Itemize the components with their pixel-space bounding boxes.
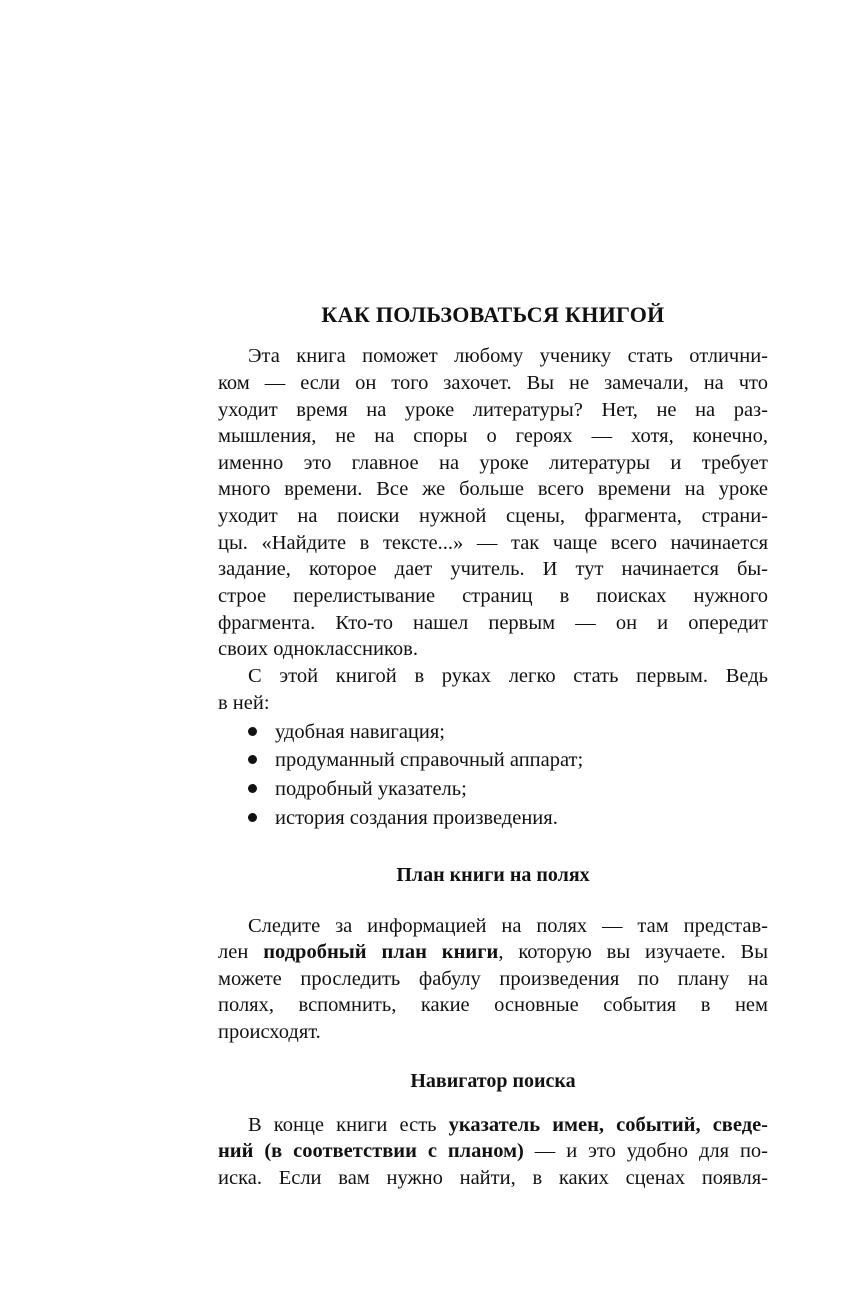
text-line: именно это главное на уроке литературы и требует [218,452,768,474]
text-line [248,1112,768,1139]
list-item-text: подробный указатель; [275,778,467,800]
section-heading-navigator: Навигатор поиска [410,1070,576,1092]
text-fragment: лен [218,941,264,963]
bold-term: ний (в соответствии с планом) [218,1140,524,1162]
list-item-text: история создания произведения. [275,807,558,829]
list-item-text: удобная навигация; [275,721,445,743]
text-line: в ней: [218,692,270,714]
text-line: Эта книга поможет любому ученику стать отлични- [248,345,768,367]
text-line: иска. Если вам нужно найти, в каких сценах появля- [218,1167,768,1189]
book-page [218,0,768,1312]
bullet-icon [248,755,257,764]
list-item [248,747,583,774]
text-line: уходит на поиски нужной сцены, фрагмента, страни- [218,505,768,527]
list-item [248,805,558,832]
bullet-icon [248,727,257,736]
text-line: можете проследить фабулу произведения по плану на [218,968,768,990]
text-line: полях, вспомнить, какие основные события в нем [218,994,768,1016]
text-line: С этой книгой в руках легко стать первым. Ведь [248,665,768,687]
text-line [218,939,768,966]
text-line: задание, которое дает учитель. И тут начинается бы- [218,558,768,580]
bullet-icon [248,813,257,822]
text-line: фрагмента. Кто-то нашел первым — он и опередит [218,612,768,634]
list-item-text: продуманный справочный аппарат; [275,749,584,771]
text-line: уходит время на уроке литературы? Нет, не на раз- [218,399,768,421]
text-line: много времени. Все же больше всего времени на уроке [218,478,768,500]
bold-term: указатель имен, событий, сведе- [448,1114,769,1136]
text-fragment: — и это удобно для по- [523,1140,768,1162]
bold-term: подробный план книги [263,941,499,963]
bullet-icon [248,784,257,793]
text-line: происходят. [218,1021,321,1043]
text-line: цы. «Найдите в тексте...» — так чаще всего начинается [218,532,768,554]
text-fragment: , которую вы изучаете. Вы [498,941,768,963]
text-line: мышления, не на споры о героях — хотя, конечно, [218,425,768,447]
text-line: своих одноклассников. [218,638,418,660]
section-heading-plan: План книги на полях [396,864,590,886]
list-item [248,776,467,803]
text-line: Следите за информацией на полях — там представ- [248,915,768,937]
list-item [248,719,445,746]
page-title: КАК ПОЛЬЗОВАТЬСЯ КНИГОЙ [321,302,665,327]
text-line [218,1138,768,1165]
text-fragment: В конце книги есть [248,1114,449,1136]
text-line: строе перелистывание страниц в поисках нужного [218,585,768,607]
text-line: ком — если он того захочет. Вы не замечали, на что [218,372,768,394]
